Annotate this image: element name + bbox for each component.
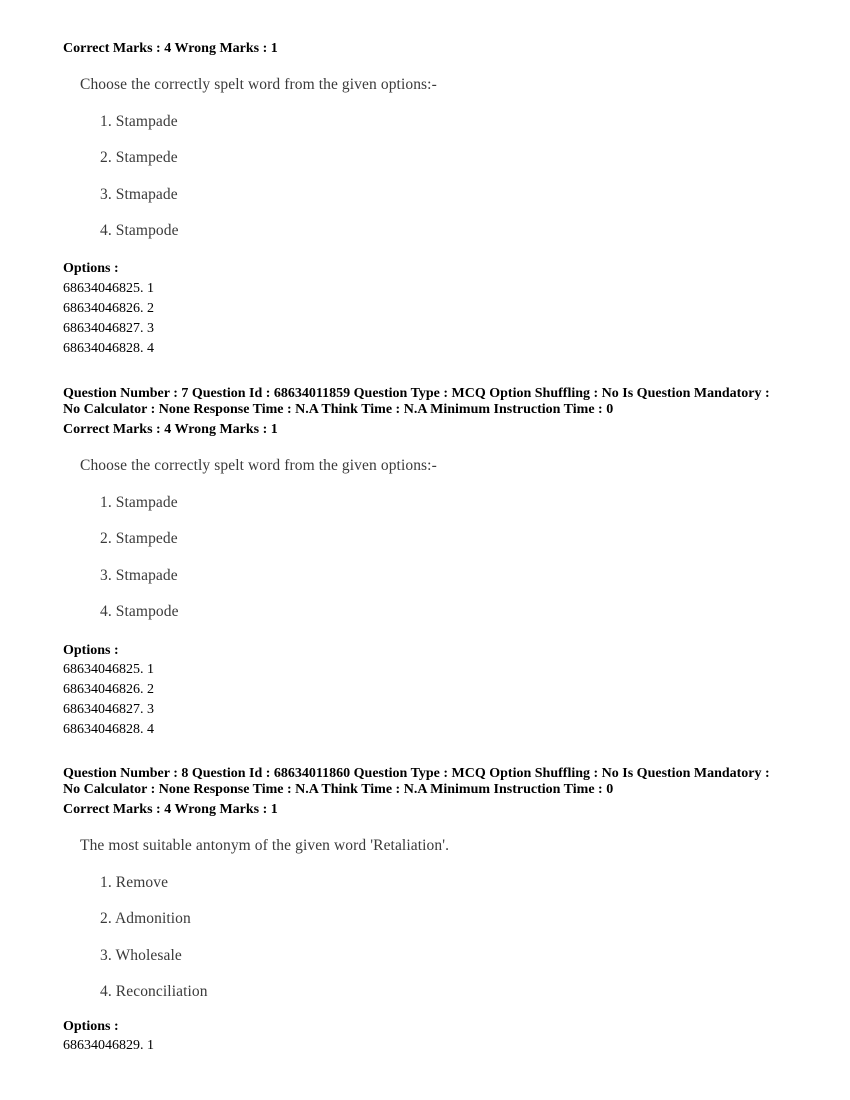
q6-option-2: 68634046826. 2 — [63, 301, 154, 316]
q7-choice-1: 1. Stampade — [100, 494, 178, 511]
q6-options-list — [63, 279, 823, 359]
q8-option-1: 68634046829. 1 — [63, 1038, 154, 1053]
q7-options-list — [63, 660, 823, 740]
q8-meta-line-1: Question Number : 8 Question Id : 68634011860 Question Type : MCQ Option Shuffling : No Is Question Mandatory : — [63, 766, 770, 781]
q7-choice-4: 4. Stampode — [100, 603, 179, 620]
q8-meta-line-2: No Calculator : None Response Time : N.A Think Time : N.A Minimum Instruction Time : 0 — [63, 782, 614, 797]
q7-choice-2: 2. Stampede — [100, 530, 178, 547]
q6-choice-4: 4. Stampode — [100, 222, 179, 239]
q6-choice-3: 3. Stmapade — [100, 186, 178, 203]
q7-choice-3: 3. Stmapade — [100, 567, 178, 584]
q7-meta-line-1: Question Number : 7 Question Id : 68634011859 Question Type : MCQ Option Shuffling : No Is Question Mandatory : — [63, 386, 770, 401]
q8-options-label: Options : — [63, 1019, 119, 1034]
q8-options-list — [63, 1036, 823, 1056]
q7-option-1: 68634046825. 1 — [63, 662, 154, 677]
q7-option-2: 68634046826. 2 — [63, 682, 154, 697]
q6-options-label: Options : — [63, 261, 119, 276]
q7-option-3: 68634046827. 3 — [63, 702, 154, 717]
q7-marks: Correct Marks : 4 Wrong Marks : 1 — [63, 422, 278, 437]
q8-choice-1: 1. Remove — [100, 874, 169, 891]
q8-choice-3: 3. Wholesale — [100, 947, 182, 964]
q7-question-stem: Choose the correctly spelt word from the given options:- — [80, 457, 437, 474]
q7-meta-line-2: No Calculator : None Response Time : N.A Think Time : N.A Minimum Instruction Time : 0 — [63, 402, 614, 417]
q8-choice-4: 4. Reconciliation — [100, 983, 208, 1000]
q6-marks: Correct Marks : 4 Wrong Marks : 1 — [63, 41, 278, 56]
q8-choice-2: 2. Admonition — [100, 910, 191, 927]
q7-option-4: 68634046828. 4 — [63, 722, 154, 737]
q7-options-label: Options : — [63, 643, 119, 658]
q6-option-3: 68634046827. 3 — [63, 321, 154, 336]
q6-choice-2: 2. Stampede — [100, 149, 178, 166]
q8-marks: Correct Marks : 4 Wrong Marks : 1 — [63, 802, 278, 817]
q6-question-stem: Choose the correctly spelt word from the given options:- — [80, 76, 437, 93]
q6-option-4: 68634046828. 4 — [63, 341, 154, 356]
q6-choice-1: 1. Stampade — [100, 113, 178, 130]
q8-question-stem: The most suitable antonym of the given word 'Retaliation'. — [80, 837, 450, 854]
q6-option-1: 68634046825. 1 — [63, 281, 154, 296]
